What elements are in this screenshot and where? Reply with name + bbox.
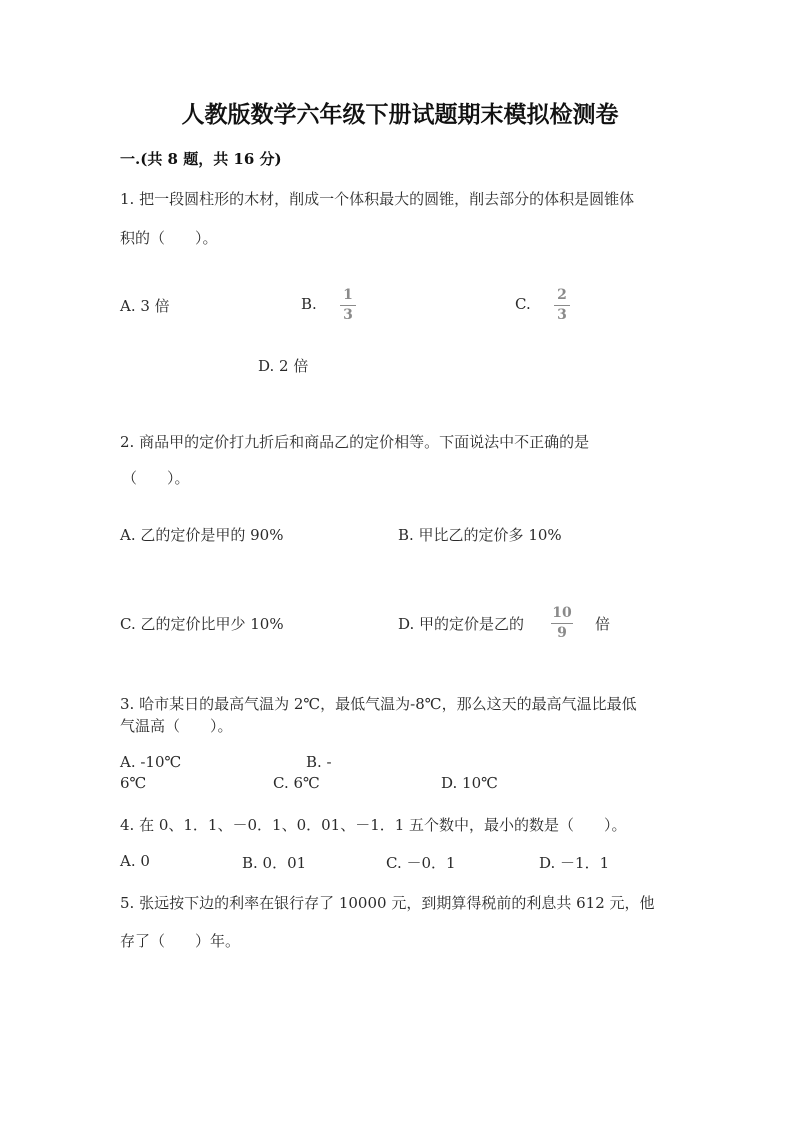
fraction-denominator: 3 xyxy=(557,307,567,323)
fraction-two-thirds xyxy=(554,288,570,323)
fraction-bar xyxy=(551,623,573,624)
question-1-option-d[interactable]: D. 2 倍 xyxy=(258,357,309,375)
fraction-denominator: 9 xyxy=(557,625,567,641)
question-2-stem-line-2: （ ）。 xyxy=(122,469,190,487)
question-1-option-a[interactable]: A. 3 倍 xyxy=(120,297,170,315)
section-heading: 一.(共 8 题，共 16 分) xyxy=(120,150,282,168)
question-5-stem-line-2: 存了（ ）年。 xyxy=(120,932,241,950)
option-d-suffix: 倍 xyxy=(595,615,611,633)
fraction-numerator: 1 xyxy=(343,287,353,303)
question-2-option-a[interactable]: A. 乙的定价是甲的 90% xyxy=(120,526,284,544)
fraction-bar xyxy=(340,305,356,306)
question-1-stem-line-1: 1. 把一段圆柱形的木材，削成一个体积最大的圆锥，削去部分的体积是圆锥体 xyxy=(120,190,635,208)
question-3-option-b-continued[interactable]: 6℃ xyxy=(120,774,147,792)
question-3-stem-line-1: 3. 哈市某日的最高气温为 2℃，最低气温为-8℃，那么这天的最高气温比最低 xyxy=(120,695,637,713)
question-4-option-a[interactable]: A. 0 xyxy=(120,852,150,870)
question-3-option-c[interactable]: C. 6℃ xyxy=(273,774,320,792)
fraction-numerator: 2 xyxy=(557,287,567,303)
option-d-label: D. 甲的定价是乙的 xyxy=(398,615,525,633)
question-4-option-c[interactable]: C. －0．1 xyxy=(386,854,456,872)
option-b-label: B. xyxy=(301,295,317,313)
question-1-stem-line-2: 积的（ ）。 xyxy=(120,229,218,247)
fraction-numerator: 10 xyxy=(552,605,572,621)
question-2-option-b[interactable]: B. 甲比乙的定价多 10% xyxy=(398,526,562,544)
option-c-label: C. xyxy=(515,295,531,313)
question-4-option-b[interactable]: B. 0．01 xyxy=(242,854,307,872)
question-2-stem-line-1: 2. 商品甲的定价打九折后和商品乙的定价相等。下面说法中不正确的是 xyxy=(120,433,590,451)
question-5-stem-line-1: 5. 张远按下边的利率在银行存了 10000 元，到期算得税前的利息共 612 元，他 xyxy=(120,894,655,912)
page-title: 人教版数学六年级下册试题期末模拟检测卷 xyxy=(181,101,619,128)
fraction-ten-ninths xyxy=(551,606,573,641)
fraction-one-third xyxy=(340,288,356,323)
question-3-stem-line-2: 气温高（ ）。 xyxy=(120,717,233,735)
question-4-stem-line-1: 4. 在 0、1．1、－0．1、0．01、－1．1 五个数中，最小的数是（ ）。 xyxy=(120,816,627,834)
fraction-bar xyxy=(554,305,570,306)
question-3-option-d[interactable]: D. 10℃ xyxy=(441,774,498,792)
question-3-option-a[interactable]: A. -10℃ xyxy=(120,753,182,771)
fraction-denominator: 3 xyxy=(343,307,353,323)
question-3-option-b[interactable]: B. - xyxy=(306,753,332,771)
question-4-option-d[interactable]: D. －1．1 xyxy=(539,854,610,872)
question-2-option-c[interactable]: C. 乙的定价比甲少 10% xyxy=(120,615,284,633)
